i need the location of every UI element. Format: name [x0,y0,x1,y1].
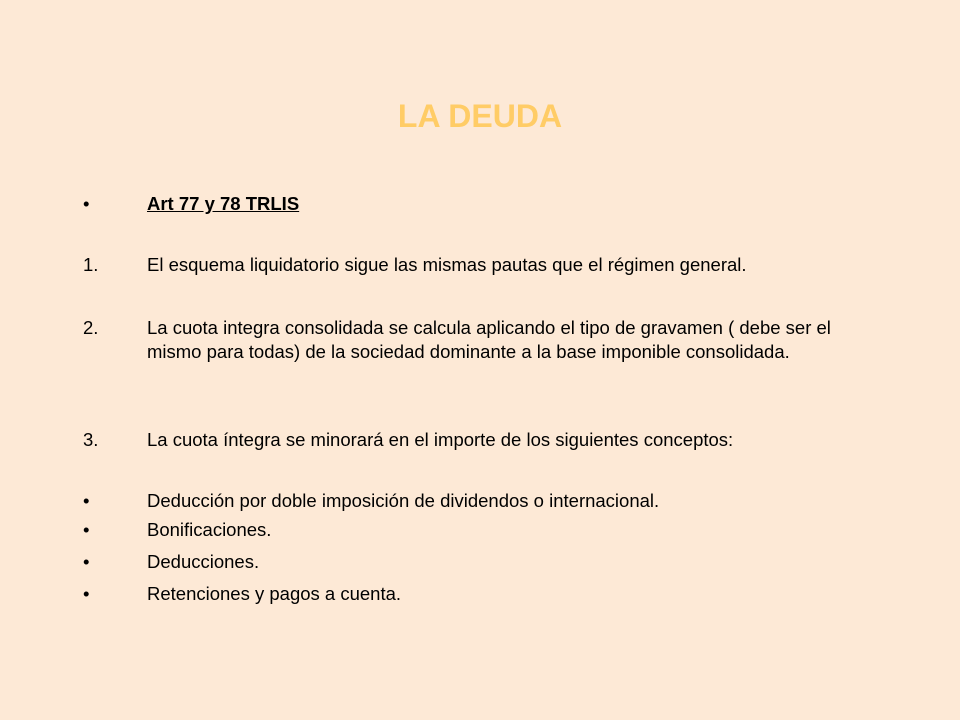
bullet-text: Deducciones. [147,551,260,572]
slide-title: LA DEUDA [397,98,563,134]
bullet-marker: • [83,519,90,540]
bullet-marker: • [83,490,90,511]
item-text: El esquema liquidatorio sigue las mismas pautas que el régimen general. [147,254,747,275]
item-number: 3. [83,429,99,450]
item-number: 1. [83,254,99,275]
bullet-marker: • [83,193,90,214]
bullet-text: Retenciones y pagos a cuenta. [147,583,402,604]
bullet-text: Bonificaciones. [147,519,272,540]
item-number: 2. [83,317,99,338]
bullet-text: Deducción por doble imposición de dividendos o internacional. [147,490,660,511]
heading-text: Art 77 y 78 TRLIS [147,193,300,214]
bullet-marker: • [83,551,90,572]
item-text: La cuota integra consolidada se calcula aplicando el tipo de gravamen ( debe ser el mismo para todas) de la sociedad dominante a la base imponible consolidada. [147,317,831,362]
bullet-marker: • [83,583,90,604]
item-text: La cuota íntegra se minorará en el importe de los siguientes conceptos: [147,429,734,450]
